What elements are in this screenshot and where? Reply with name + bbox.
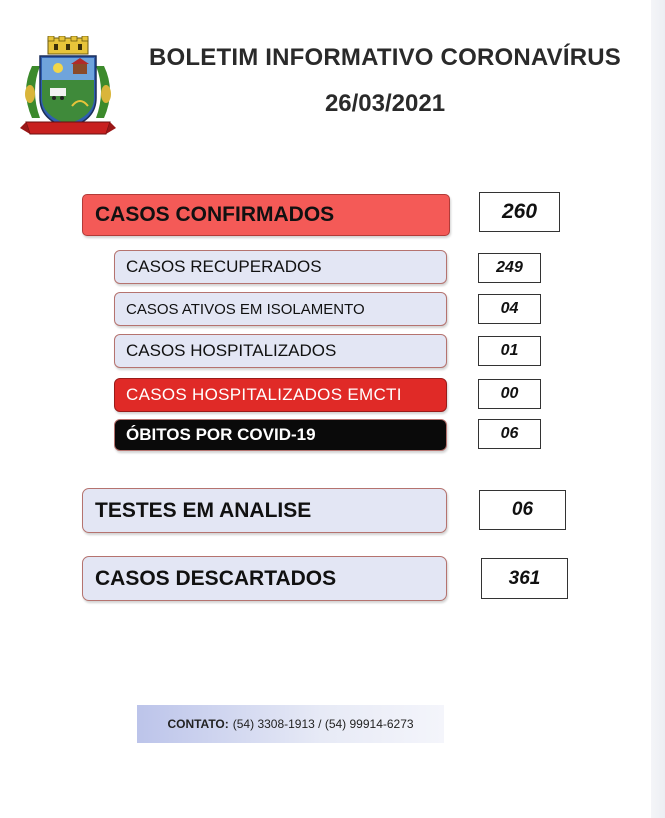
- recovered-cases-label: CASOS RECUPERADOS: [126, 257, 322, 276]
- deaths-label-box: [114, 419, 447, 451]
- confirmed-cases-label-box: [82, 194, 450, 236]
- recovered-cases-value-box: [478, 253, 541, 283]
- icu-cases-label-box: [114, 378, 447, 412]
- active-cases-value-box: [478, 294, 541, 324]
- deaths-value: 06: [500, 425, 519, 442]
- report-date: 26/03/2021: [324, 90, 446, 117]
- recovered-cases-value: 249: [496, 259, 523, 276]
- deaths-label: ÓBITOS POR COVID-19: [126, 425, 316, 444]
- hospitalized-cases-value-box: [478, 336, 541, 366]
- right-edge-strip: [651, 0, 665, 818]
- pending-tests-label-box: [82, 488, 447, 533]
- recovered-cases-label-box: [114, 250, 447, 284]
- pending-tests-label: TESTES EM ANALISE: [95, 498, 312, 522]
- contact-bar: [137, 705, 444, 743]
- active-cases-label-box: [114, 292, 447, 326]
- hospitalized-cases-value: 01: [500, 342, 519, 359]
- deaths-value-box: [478, 419, 541, 449]
- icu-cases-value: 00: [500, 385, 519, 402]
- pending-tests-value-box: [479, 490, 566, 530]
- icu-cases-label: CASOS HOSPITALIZADOS EMCTI: [126, 385, 402, 404]
- confirmed-cases-value: 260: [501, 200, 538, 223]
- contact-phones: (54) 3308-1913 / (54) 99914-6273: [232, 717, 414, 731]
- discarded-cases-label-box: [82, 556, 447, 601]
- active-cases-value: 04: [500, 300, 519, 317]
- discarded-cases-label: CASOS DESCARTADOS: [95, 566, 337, 590]
- active-cases-label: CASOS ATIVOS EM ISOLAMENTO: [126, 300, 365, 318]
- hospitalized-cases-label-box: [114, 334, 447, 368]
- icu-cases-value-box: [478, 379, 541, 409]
- discarded-cases-value-box: [481, 558, 568, 599]
- discarded-cases-value: 361: [508, 567, 541, 589]
- contact-label: CONTATO:: [167, 717, 229, 731]
- municipal-crest-icon: [18, 36, 118, 140]
- confirmed-cases-value-box: [479, 192, 560, 232]
- hospitalized-cases-label: CASOS HOSPITALIZADOS: [126, 341, 337, 360]
- pending-tests-value: 06: [511, 499, 534, 520]
- confirmed-cases-label: CASOS CONFIRMADOS: [95, 203, 335, 226]
- page-title: BOLETIM INFORMATIVO CORONAVÍRUS: [149, 44, 621, 71]
